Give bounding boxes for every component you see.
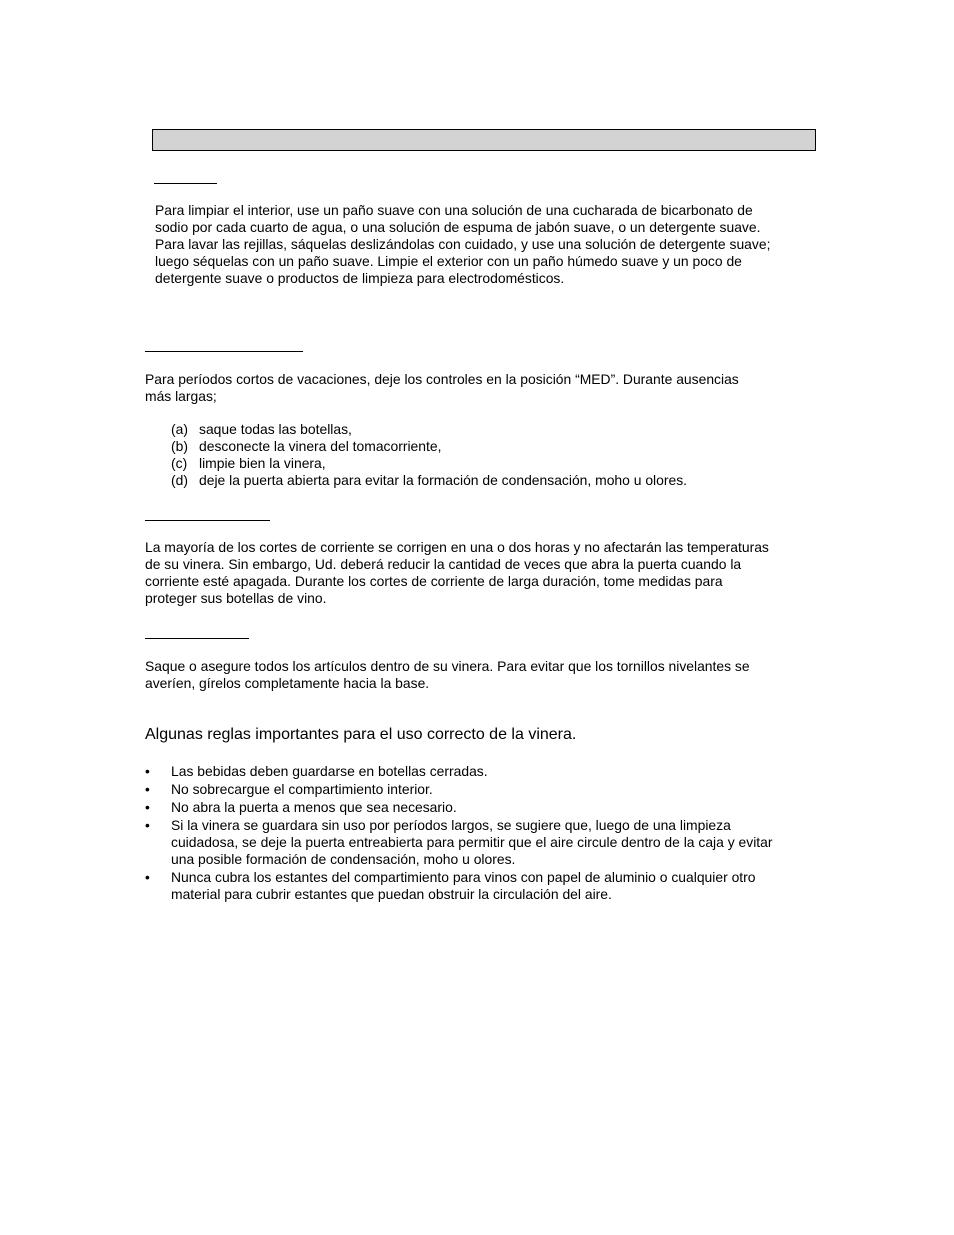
section-heading-rule (145, 638, 249, 639)
list-text: saque todas las botellas, (199, 421, 352, 437)
list-text: deje la puerta abierta para evitar la formación de condensación, moho u olores. (199, 472, 688, 488)
bullet-icon: • (145, 799, 150, 815)
list-marker: (b) (171, 438, 188, 454)
list-text: desconecte la vinera del tomacorriente, (199, 438, 442, 454)
rules-subheading: Algunas reglas importantes para el uso correcto de la vinera. (145, 726, 577, 743)
bullet-text: Nunca cubra los estantes del compartimiento para vinos con papel de aluminio o cualquier otro material para cubrir estantes que puedan obstruir la circulación del aire. (171, 869, 756, 902)
bullet-icon: • (145, 763, 150, 779)
bullet-icon: • (145, 781, 150, 797)
vacation-paragraph: Para períodos cortos de vacaciones, deje los controles en la posición “MED”. Durante ausencias más largas; (145, 371, 739, 404)
list-marker: (d) (171, 472, 188, 488)
list-marker: (c) (171, 455, 188, 471)
bullet-text: Si la vinera se guardara sin uso por períodos largos, se sugiere que, luego de una limpieza cuidadosa, se deje la puerta entreabierta para permitir que el aire circule dentro de la caja y evitar una posible formación de condensación, moho u olores. (171, 817, 773, 867)
moving-paragraph: Saque o asegure todos los artículos dentro de su vinera. Para evitar que los tornillos nivelantes se averíen, gírelos completamente hacia la base. (145, 658, 750, 691)
bullet-text: No abra la puerta a menos que sea necesario. (171, 799, 457, 815)
section-heading-rule (145, 351, 303, 352)
power-outage-paragraph: La mayoría de los cortes de corriente se corrigen en una o dos horas y no afectarán las temperaturas de su vinera. Sin embargo, Ud. deberá reducir la cantidad de veces que abra la puerta cuando la corriente esté apagada. Durante los cortes de corriente de larga duración, tome medidas para proteger sus botellas de vino. (145, 539, 769, 606)
section-header-bar (152, 129, 816, 151)
list-marker: (a) (171, 421, 188, 437)
section-heading-rule (154, 183, 217, 184)
list-text: limpie bien la vinera, (199, 455, 326, 471)
cleaning-paragraph: Para limpiar el interior, use un paño suave con una solución de una cucharada de bicarbonato de sodio por cada cuarto de agua, o una solución de espuma de jabón suave, o un detergente suave. Para lavar las rejillas, sáquelas deslizándolas con cuidado, y use una solución de detergente suave; luego séquelas con un paño suave. Limpie el exterior con un paño húmedo suave y un poco de detergente suave o productos de limpieza para electrodomésticos. (155, 202, 771, 286)
bullet-text: No sobrecargue el compartimiento interior. (171, 781, 433, 797)
bullet-icon: • (145, 869, 150, 885)
section-heading-rule (145, 520, 270, 521)
bullet-icon: • (145, 817, 150, 833)
bullet-text: Las bebidas deben guardarse en botellas cerradas. (171, 763, 488, 779)
